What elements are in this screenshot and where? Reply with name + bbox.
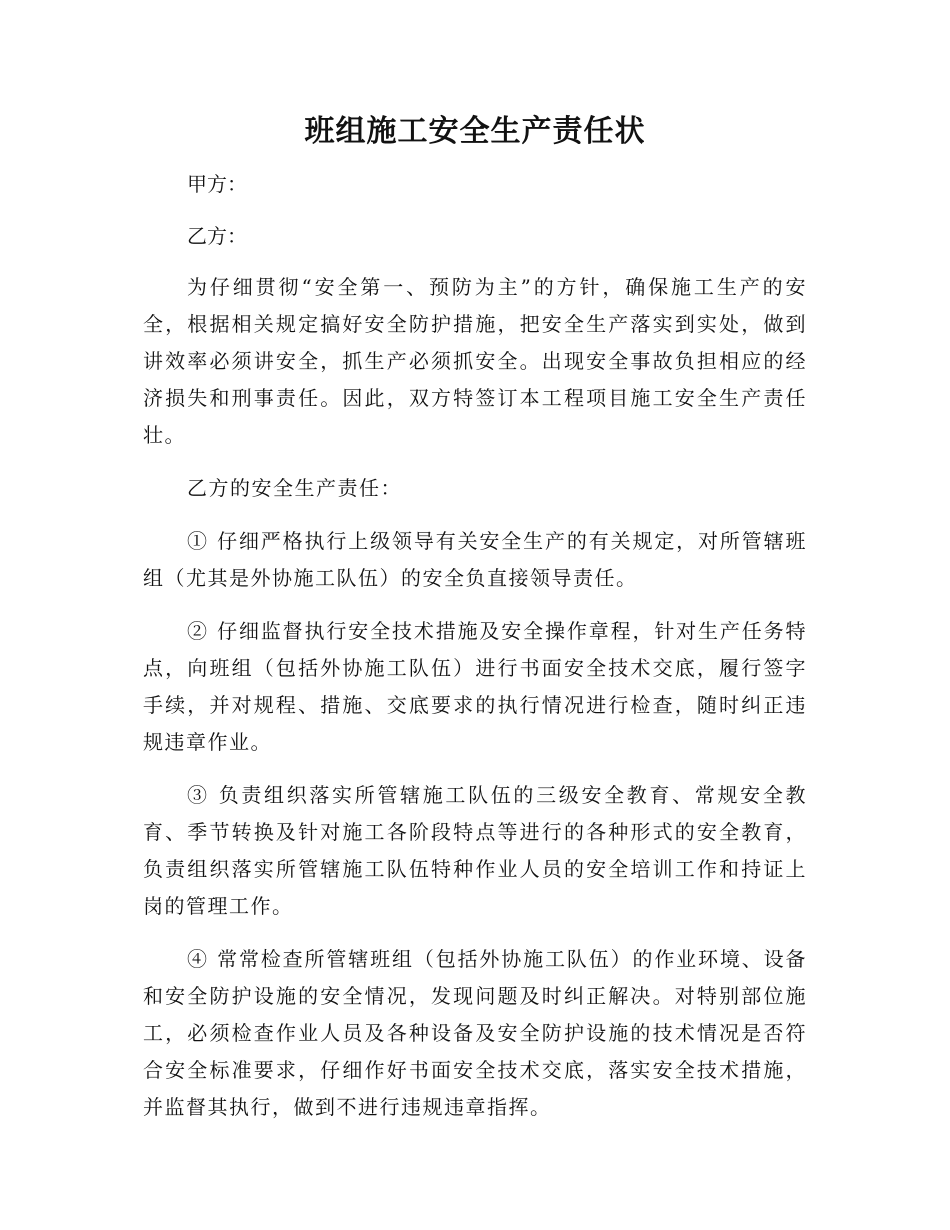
responsibility-item-1: ① 仔细严格执行上级领导有关安全生产的有关规定，对所管辖班组（尤其是外协施工队伍）的安全负直接领导责任。 [143,529,807,590]
section-heading: 乙方的安全生产责任： [187,476,402,500]
responsibility-item-4: ④ 常常检查所管辖班组（包括外协施工队伍）的作业环境、设备和安全防护设施的安全情况，发现问题及时纠正解决。对特别部位施工，必须检查作业人员及各种设备及安全防护设施的技术情况是否符合安全标准要求，仔细作好书面安全技术交底，落实安全技术措施，并监督其执行，做到不进行违规违章指挥。 [143,947,807,1119]
responsibility-item-2: ② 仔细监督执行安全技术措施及安全操作章程，针对生产任务特点，向班组（包括外协施工队伍）进行书面安全技术交底，履行签字手续，并对规程、措施、交底要求的执行情况进行检查，随时纠正违规违章作业。 [143,619,807,754]
responsibility-item-3: ③ 负责组织落实所管辖施工队伍的三级安全教育、常规安全教育、季节转换及针对施工各阶段特点等进行的各种形式的安全教育，负责组织落实所管辖施工队伍特种作业人员的安全培训工作和持证上岗的管理工作。 [143,783,807,918]
intro-paragraph: 为仔细贯彻“安全第一、预防为主”的方针，确保施工生产的安全，根据相关规定搞好安全防护措施，把安全生产落实到实处，做到讲效率必须讲安全，抓生产必须抓安全。出现安全事故负担相应的经济损失和刑事责任。因此，双方特签订本工程项目施工安全生产责任壮。 [143,275,807,447]
party-b-label: 乙方： [187,224,247,248]
document-title: 班组施工安全生产责任状 [304,114,646,149]
party-a-label: 甲方： [187,172,247,196]
